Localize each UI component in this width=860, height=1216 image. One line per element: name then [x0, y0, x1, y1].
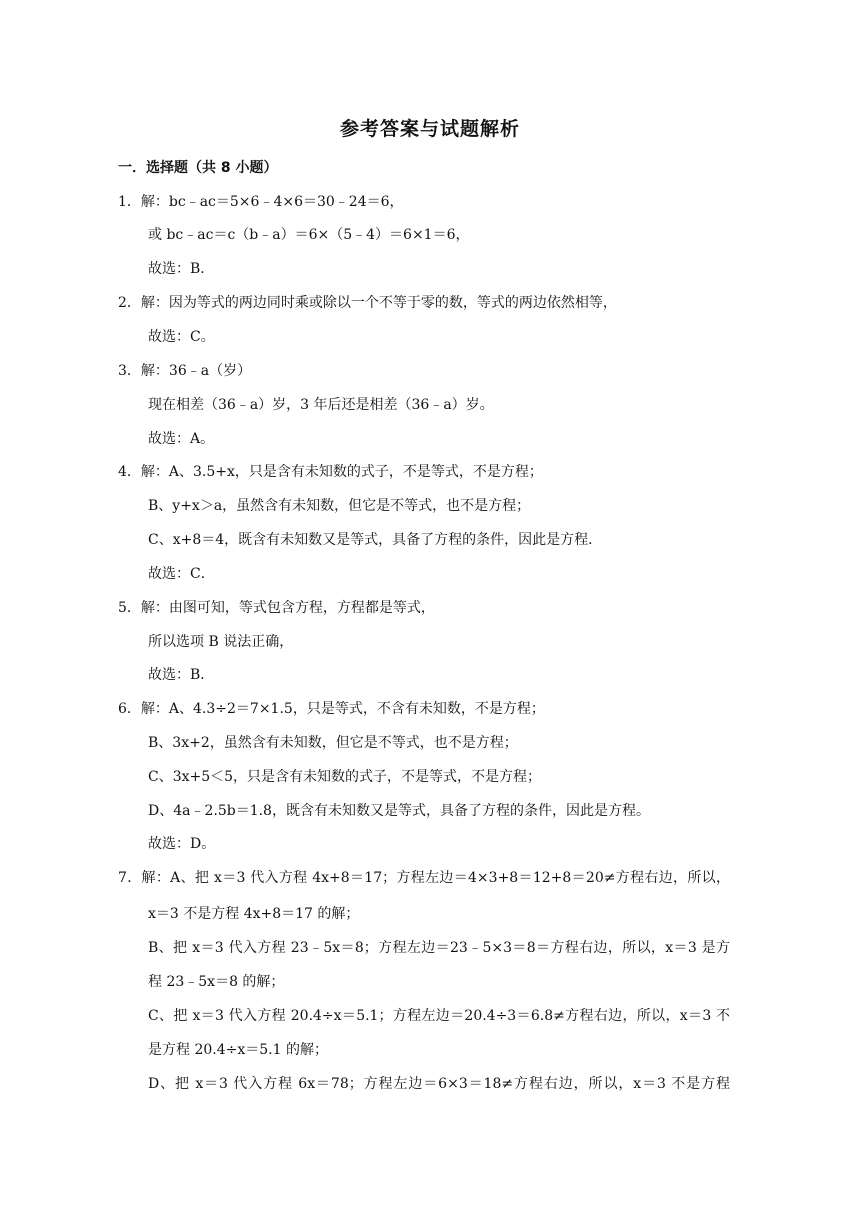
answer-line: 所以选项 B 说法正确，: [148, 634, 294, 650]
answer-line: 3．解：36﹣a（岁）: [118, 363, 252, 379]
answer-line: 是方程 20.4÷x＝5.1 的解；: [148, 1042, 328, 1058]
answer-line: C、x+8＝4，既含有未知数又是等式，具备了方程的条件，因此是方程．: [148, 532, 603, 548]
answer-line: 故选：C．: [148, 566, 215, 582]
answer-line: x＝3 不是方程 4x+8＝17 的解；: [148, 906, 360, 922]
answer-line: 故选：C。: [148, 329, 215, 345]
answer-line: B、y+x＞a，虽然含有未知数，但它是不等式，也不是方程；: [148, 498, 531, 514]
answer-line: 现在相差（36﹣a）岁，3 年后还是相差（36﹣a）岁。: [148, 397, 494, 413]
answer-line: B、3x+2，虽然含有未知数，但它是不等式，也不是方程；: [148, 735, 518, 751]
page-title: 参考答案与试题解析: [339, 118, 520, 140]
answer-line: C、3x+5＜5，只是含有未知数的式子，不是等式，不是方程；: [148, 769, 542, 785]
answer-line: 故选：B．: [148, 261, 215, 277]
answer-line: 7．解：A、把 x＝3 代入方程 4x+8＝17；方程左边＝4×3+8＝12+8＝20≠方程右边，所以，: [118, 870, 730, 886]
answer-line: 或 bc﹣ac＝c（b﹣a）＝6×（5﹣4）＝6×1＝6，: [148, 227, 470, 243]
answer-line: B、把 x＝3 代入方程 23﹣5x＝8；方程左边＝23﹣5×3＝8＝方程右边，所以，x＝3 是方: [148, 940, 730, 956]
answer-line: 程 23﹣5x＝8 的解；: [148, 974, 285, 990]
answer-line: D、4a﹣2.5b＝1.8，既含有未知数又是等式，具备了方程的条件，因此是方程。: [148, 803, 650, 819]
answer-line: 故选：D。: [148, 836, 216, 852]
answer-line: C、把 x＝3 代入方程 20.4÷x＝5.1；方程左边＝20.4÷3＝6.8≠方程右边，所以，x＝3 不: [148, 1008, 730, 1024]
answer-line: 1．解：bc﹣ac＝5×6﹣4×6＝30﹣24＝6，: [118, 194, 404, 210]
answer-line: D、把 x＝3 代入方程 6x＝78；方程左边＝6×3＝18≠方程右边，所以，x＝3 不是方程: [148, 1076, 730, 1092]
answer-line: 故选：A。: [148, 431, 215, 447]
answer-line: 2．解：因为等式的两边同时乘或除以一个不等于零的数，等式的两边依然相等，: [118, 295, 617, 311]
answer-line: 故选：B．: [148, 667, 215, 683]
answer-line: 4．解：A、3.5+x，只是含有未知数的式子，不是等式，不是方程；: [118, 464, 543, 480]
section-heading: 一．选择题（共 8 小题）: [118, 160, 278, 176]
answer-line: 6．解：A、4.3÷2＝7×1.5，只是等式，不含有未知数，不是方程；: [118, 701, 545, 717]
answer-line: 5．解：由图可知，等式包含方程，方程都是等式，: [118, 600, 435, 616]
